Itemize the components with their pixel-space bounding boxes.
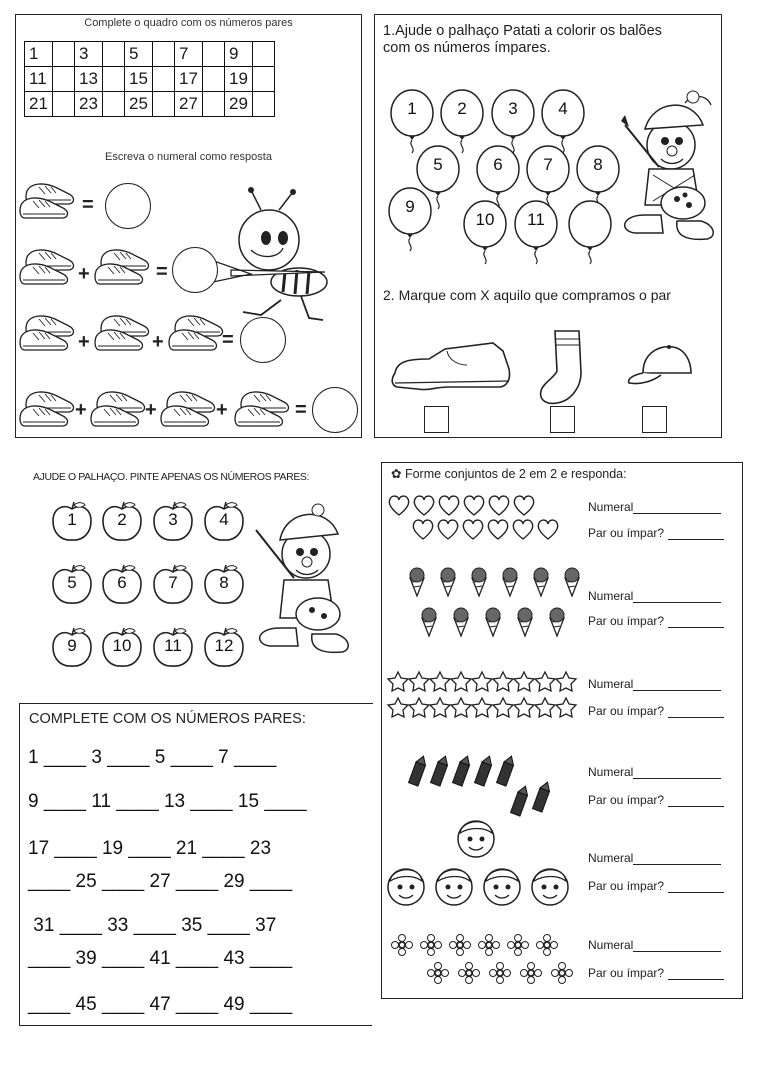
shoe-pair-icon: [20, 184, 73, 218]
icecream-icon: [410, 568, 424, 596]
balloon-number: 6: [493, 155, 503, 174]
sequence-line-4[interactable]: ____ 25 ____ 27 ____ 29 ____: [28, 871, 293, 892]
balloon-panel: [374, 14, 722, 438]
flowers-group: [392, 935, 573, 984]
star-icon: [409, 672, 429, 691]
equals-sign: =: [82, 194, 94, 216]
star-icon: [514, 698, 534, 717]
balloon-number: 5: [433, 155, 443, 174]
icecream-icon: [565, 568, 579, 596]
numeral-field[interactable]: [588, 765, 721, 779]
plus-sign: +: [78, 263, 90, 285]
icecream-icon: [441, 568, 455, 596]
parity-field[interactable]: [588, 704, 724, 718]
flower-icon: [428, 963, 449, 984]
balloon-number: 2: [457, 99, 467, 118]
shoe-pair-icon: [91, 392, 144, 426]
shoe-pair-icon: [20, 250, 73, 284]
numeral-field[interactable]: [588, 589, 721, 603]
shoe-pair-icon: [20, 316, 73, 350]
balloon-number: 1: [407, 99, 417, 118]
balloon-number: 3: [508, 99, 518, 118]
icecream-icon: [454, 608, 468, 636]
apple[interactable]: [51, 501, 93, 543]
sequence-line-3[interactable]: 17 ____ 19 ____ 21 ____ 23: [28, 838, 272, 859]
equals-sign: =: [295, 399, 307, 421]
bee-icon: [211, 187, 327, 320]
flower-icon: [521, 963, 542, 984]
plus-sign: +: [216, 399, 228, 421]
numeral-label: Numeral: [588, 938, 634, 952]
apple[interactable]: [101, 627, 143, 669]
flower-icon: [552, 963, 573, 984]
icecream-icon: [503, 568, 517, 596]
parity-field[interactable]: [588, 879, 724, 893]
star-icon: [535, 672, 555, 691]
apple-instruction: AJUDE O PALHAÇO. PINTE APENAS OS NÚMEROS PARES:: [33, 471, 310, 483]
grid-number-cell: 15: [125, 67, 153, 92]
grid-number-cell: 23: [75, 92, 103, 117]
apple-number: 8: [219, 573, 229, 592]
question-1-line-1: 1.Ajude o palhaço Patati a colorir os balões: [383, 23, 662, 39]
star-icon: [451, 698, 471, 717]
parity-label: Par ou ímpar?: [588, 793, 665, 807]
apple-number: 4: [219, 510, 229, 529]
heart-icon: [463, 520, 482, 539]
icecream-icon: [486, 608, 500, 636]
sequence-line-5[interactable]: 31 ____ 33 ____ 35 ____ 37: [28, 915, 277, 936]
apple[interactable]: [152, 627, 194, 669]
flower-icon: [537, 935, 558, 956]
grid-number-cell: 17: [175, 67, 203, 92]
parity-label: Par ou ímpar?: [588, 704, 665, 718]
shoe-pair-icon: [161, 392, 214, 426]
faces-group: [388, 821, 568, 905]
parity-field[interactable]: [588, 614, 724, 628]
grid-number-cell: 11: [25, 67, 53, 92]
apple-number: 1: [67, 510, 77, 529]
heart-icon: [413, 520, 432, 539]
star-icon: [535, 698, 555, 717]
numeral-label: Numeral: [588, 677, 634, 691]
parity-field[interactable]: [588, 793, 724, 807]
parity-field[interactable]: [588, 526, 724, 540]
heart-icon: [488, 520, 507, 539]
answer-circle-2[interactable]: [172, 247, 218, 293]
cap-icon: [629, 345, 691, 384]
flower-icon: [450, 935, 471, 956]
apple[interactable]: [152, 564, 194, 606]
cap-checkbox[interactable]: [642, 406, 667, 433]
parity-label: Par ou ímpar?: [588, 526, 665, 540]
star-icon: [514, 672, 534, 691]
heart-icon: [464, 496, 483, 515]
heart-icon: [489, 496, 508, 515]
balloon-number: 9: [405, 197, 415, 216]
star-icon: [493, 698, 513, 717]
parity-label: Par ou ímpar?: [588, 879, 665, 893]
flower-icon: [490, 963, 511, 984]
answer-circle-4[interactable]: [312, 387, 358, 433]
apple[interactable]: [101, 564, 143, 606]
question-1-line-2: com os números ímpares.: [383, 40, 551, 56]
equals-sign: =: [156, 261, 168, 283]
icecream-icon: [550, 608, 564, 636]
numeral-label: Numeral: [588, 851, 634, 865]
apple[interactable]: [51, 564, 93, 606]
boy-face-icon: [388, 869, 424, 905]
grid-number-cell: 21: [25, 92, 53, 117]
icecream-icon: [422, 608, 436, 636]
apple-number: 6: [117, 573, 127, 592]
heart-icon: [439, 496, 458, 515]
balloon[interactable]: [462, 200, 508, 266]
hearts-group: [389, 496, 557, 539]
question-2: 2. Marque com X aquilo que compramos o par: [383, 287, 671, 303]
crayons-group: [409, 754, 553, 816]
parity-label: Par ou ímpar?: [588, 614, 665, 628]
grid-number-cell: 1: [25, 42, 53, 67]
star-icon: [430, 698, 450, 717]
numeral-field[interactable]: [588, 851, 721, 865]
crayon-icon: [497, 754, 517, 786]
balloon[interactable]: [513, 200, 559, 266]
balloon-number: 7: [543, 155, 553, 174]
pairs-panel: [381, 462, 743, 999]
icecream-group: [410, 568, 579, 636]
crayon-icon: [431, 754, 451, 786]
parity-label: Par ou ímpar?: [588, 966, 665, 980]
apple-number: 10: [112, 636, 132, 655]
crayon-icon: [511, 784, 531, 816]
flower-icon: [392, 935, 413, 956]
apple[interactable]: [203, 564, 245, 606]
star-icon: [556, 698, 576, 717]
crayon-icon: [475, 754, 495, 786]
heart-icon: [438, 520, 457, 539]
star-icon: [409, 698, 429, 717]
boy-face-icon: [436, 869, 472, 905]
flower-icon: ✿: [391, 467, 405, 481]
grid-number-cell: 5: [125, 42, 153, 67]
grid-number-cell: 13: [75, 67, 103, 92]
apple[interactable]: [203, 501, 245, 543]
star-icon: [388, 672, 408, 691]
plus-sign: +: [152, 331, 164, 353]
sequence-line-1[interactable]: 1 ____ 3 ____ 5 ____ 7 ____: [28, 747, 277, 768]
star-icon: [472, 698, 492, 717]
answer-circle-3[interactable]: [240, 317, 286, 363]
icecream-icon: [534, 568, 548, 596]
plus-sign: +: [75, 399, 87, 421]
apple-number: 3: [168, 510, 178, 529]
shoe-instruction: Escreva o numeral como resposta: [105, 151, 272, 163]
balloon[interactable]: [387, 187, 433, 253]
crayon-icon: [409, 754, 429, 786]
shoe-equations-illustration: [16, 15, 363, 439]
grid-instruction: Complete o quadro com os números pares: [84, 17, 293, 29]
shoe-pair-icon: [20, 392, 73, 426]
apple[interactable]: [203, 627, 245, 669]
stars-group: [388, 672, 576, 717]
apple-number: 11: [164, 636, 182, 655]
boy-face-icon: [532, 869, 568, 905]
sequence-line-7[interactable]: ____ 45 ____ 47 ____ 49 ____: [28, 994, 293, 1015]
plus-sign: +: [145, 399, 157, 421]
icecream-icon: [518, 608, 532, 636]
apple-number: 2: [117, 510, 127, 529]
clown-patati-icon: [615, 85, 723, 255]
numeral-field[interactable]: [588, 677, 721, 691]
sock-checkbox[interactable]: [550, 406, 575, 433]
heart-icon: [538, 520, 557, 539]
heart-icon: [389, 496, 408, 515]
flower-icon: [479, 935, 500, 956]
flower-icon: [508, 935, 529, 956]
heart-icon: [513, 520, 532, 539]
flower-icon: [459, 963, 480, 984]
shoe-pair-icon: [235, 392, 288, 426]
grid-number-cell: 19: [225, 67, 253, 92]
grid-number-cell: 3: [75, 42, 103, 67]
equals-sign: =: [222, 329, 234, 351]
star-icon: [451, 672, 471, 691]
crayon-icon: [453, 754, 473, 786]
numeral-label: Numeral: [588, 589, 634, 603]
parity-field[interactable]: [588, 966, 724, 980]
apple[interactable]: [51, 627, 93, 669]
sock-icon: [541, 331, 581, 403]
balloon-number: 4: [558, 99, 568, 118]
grid-number-cell: 9: [225, 42, 253, 67]
apple-number: 5: [67, 573, 77, 592]
grid-number-cell: 27: [175, 92, 203, 117]
balloon-number: 10: [475, 210, 495, 229]
star-icon: [493, 672, 513, 691]
sequence-line-6[interactable]: ____ 39 ____ 41 ____ 43 ____: [28, 948, 293, 969]
apple[interactable]: [101, 501, 143, 543]
balloon-number: 11: [527, 210, 545, 229]
plus-sign: +: [78, 331, 90, 353]
apple-number: 12: [214, 636, 234, 655]
clown-icon: [248, 496, 358, 666]
numeral-field[interactable]: [588, 500, 721, 514]
heart-icon: [414, 496, 433, 515]
shoe-pair-icon: [95, 250, 148, 284]
boy-face-icon: [484, 869, 520, 905]
shoe-pair-icon: [169, 316, 222, 350]
sequence-line-2[interactable]: 9 ____ 11 ____ 13 ____ 15 ____: [28, 791, 307, 812]
flower-icon: [421, 935, 442, 956]
apple-number: 7: [168, 573, 178, 592]
icecream-icon: [472, 568, 486, 596]
fill-even-numbers-panel: [19, 703, 372, 1026]
fill-heading: COMPLETE COM OS NÚMEROS PARES:: [29, 711, 306, 727]
balloon[interactable]: [567, 200, 613, 266]
shoe-checkbox[interactable]: [424, 406, 449, 433]
apple[interactable]: [152, 501, 194, 543]
items-illustration: [389, 329, 709, 409]
heart-icon: [514, 496, 533, 515]
shoe-icon: [392, 343, 509, 390]
star-icon: [388, 698, 408, 717]
pairs-illustration: [382, 463, 744, 1000]
crayon-icon: [533, 780, 553, 812]
even-number-grid-panel: [15, 14, 362, 438]
star-icon: [472, 672, 492, 691]
grid-number-cell: 7: [175, 42, 203, 67]
numeral-field[interactable]: [588, 938, 721, 952]
pairs-heading: ✿ Forme conjuntos de 2 em 2 e responda:: [391, 467, 627, 481]
star-icon: [556, 672, 576, 691]
star-icon: [430, 672, 450, 691]
numeral-label: Numeral: [588, 500, 634, 514]
numeral-label: Numeral: [588, 765, 634, 779]
apple-number: 9: [67, 636, 77, 655]
balloon-number: 8: [593, 155, 603, 174]
shoe-pair-icon: [95, 316, 148, 350]
grid-number-cell: 25: [125, 92, 153, 117]
grid-number-cell: 29: [225, 92, 253, 117]
answer-circle-1[interactable]: [105, 183, 151, 229]
boy-face-icon: [458, 821, 494, 857]
